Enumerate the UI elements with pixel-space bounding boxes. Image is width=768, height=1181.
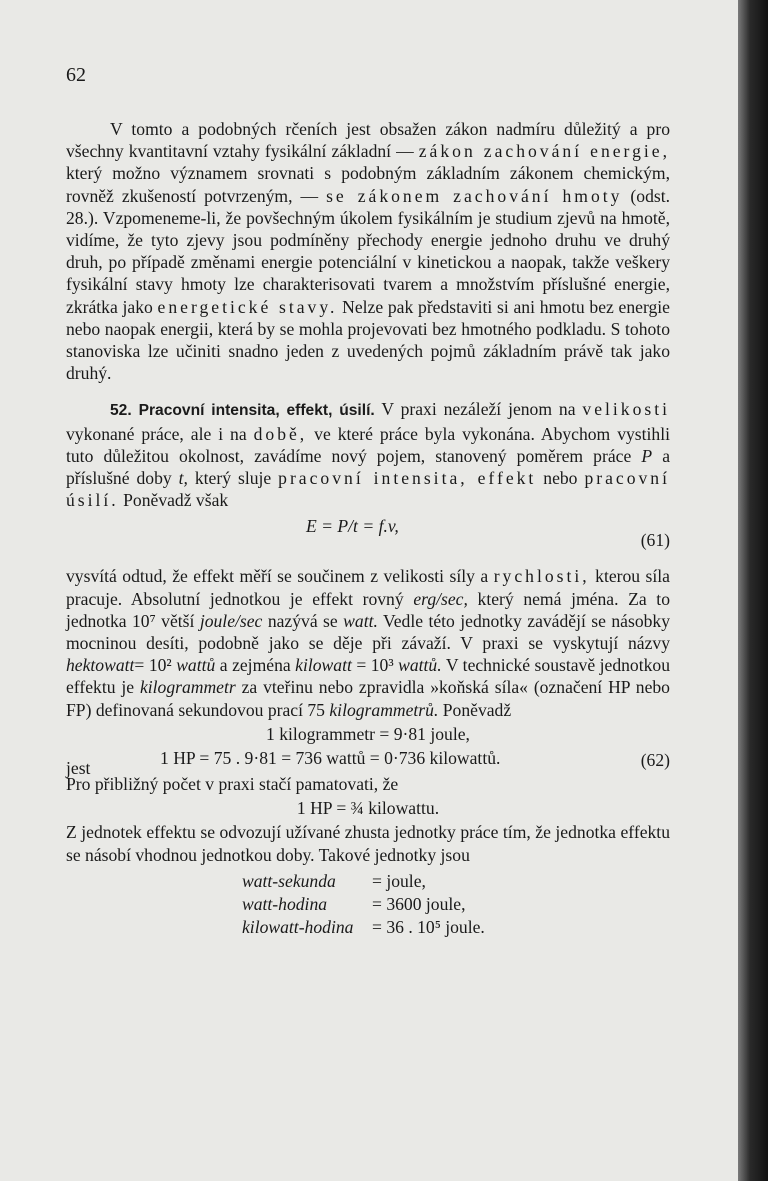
section-title: Pracovní intensita, effekt, úsilí. xyxy=(138,402,375,420)
page-body xyxy=(66,118,670,939)
equation-61-number: (61) xyxy=(640,530,670,551)
equation-approx: 1 HP = ¾ kilowattu. xyxy=(296,798,440,819)
unit-row: watt-hodina = 3600 joule, xyxy=(242,893,466,914)
equation-61 xyxy=(66,515,670,561)
equation-61-expression: E = P/t = f.v, xyxy=(306,516,399,537)
paragraph-units-effect: vysvítá odtud, že effekt měří se součinem z velikosti síly a rychlosti, kterou síla pracuje. Absolutní jednotkou je effekt rovný erg/sec, který nemá jména. Za to jednotka 10⁷ větší joule/sec nazývá se watt. Vedle této jednotky zavádějí se násobky mocninou desíti, podobně jako se děje při závaží. V praxi se vyskytují názvy hektowatt= 10² wattů a zejména kilowatt = 10³ wattů. V technické soustavě jednotkou effektu je kilogrammetr za vteřinu nebo zpravidla »koňská síla« (označení HP nebo FP) definovaná sekundovou prací 75 kilogrammetrů. Poněvadž xyxy=(66,566,671,720)
paragraph-section-52: 52. Pracovní intensita, effekt, úsilí. V praxi nezáleží jenom na velikosti vykonané práce, ale i na době, ve které práce byla vykonána. Abychom vystihli tuto důležitou okolnost, zavádíme nový pojem, stanovený poměrem práce P a příslušné doby t, který sluje pracovní intensita, effekt nebo pracovní úsilí. Poněvadž však xyxy=(66,399,670,511)
paragraph-energy-law: V tomto a podobných rčeních jest obsažen zákon nadmíru důležitý a pro všechny kvantitavní vztahy fysikální základní — zákon zachování energie, který možno významem srovnati s podobným základním zákonem chemickým, rovněž zkušeností potvrzeným, — se zákonem zachování hmoty (odst. 28.). Vzpomeneme-li, že povšechným úkolem fysikálním je studium zjevů na hmotě, vidíme, že tyto zjevy jsou podmíněny přechody energie jednoho druhu ve druhý druh, po případě změnami energie potenciální v kinetickou a naopak, takže veškery fysikální stavy hmoty lze charakterisovati tvarem a množstvím příslušné energie, zkrátka jako energetické stavy. Nelze pak představiti si ani hmotu bez energie nebo naopak energii, která by se mohla projevovati bez hmotného podkladu. S tohoto stanoviska lze učiniti snadno jeden z uvedených pojmů základním právě tak jako druhý. xyxy=(66,119,671,384)
units-list xyxy=(242,870,670,939)
book-spine-edge xyxy=(738,0,768,1181)
paragraph-derived-units: Z jednotek effektu se odvozují užívané zhusta jednotky práce tím, že jednotka effektu se násobí vhodnou jednotkou doby. Takové jednotky jsou xyxy=(66,822,670,865)
section-number: 52. xyxy=(110,402,132,420)
equation-kilogrammetr: 1 kilogrammetr = 9·81 joule, xyxy=(266,723,470,744)
unit-row: watt-sekunda = joule, xyxy=(242,870,426,891)
equation-62 xyxy=(66,747,670,779)
unit-row: kilowatt-hodina = 36 . 10⁵ joule. xyxy=(242,916,485,937)
equation-62-expression: 1 HP = 75 . 9·81 = 736 wattů = 0·736 kilowattů. xyxy=(160,748,501,769)
jest-label: jest xyxy=(66,758,91,779)
page-number: 62 xyxy=(66,64,86,86)
equation-62-number: (62) xyxy=(640,750,670,771)
paragraph-approx: Pro přibližný počet v praxi stačí pamatovati, že xyxy=(66,774,399,795)
